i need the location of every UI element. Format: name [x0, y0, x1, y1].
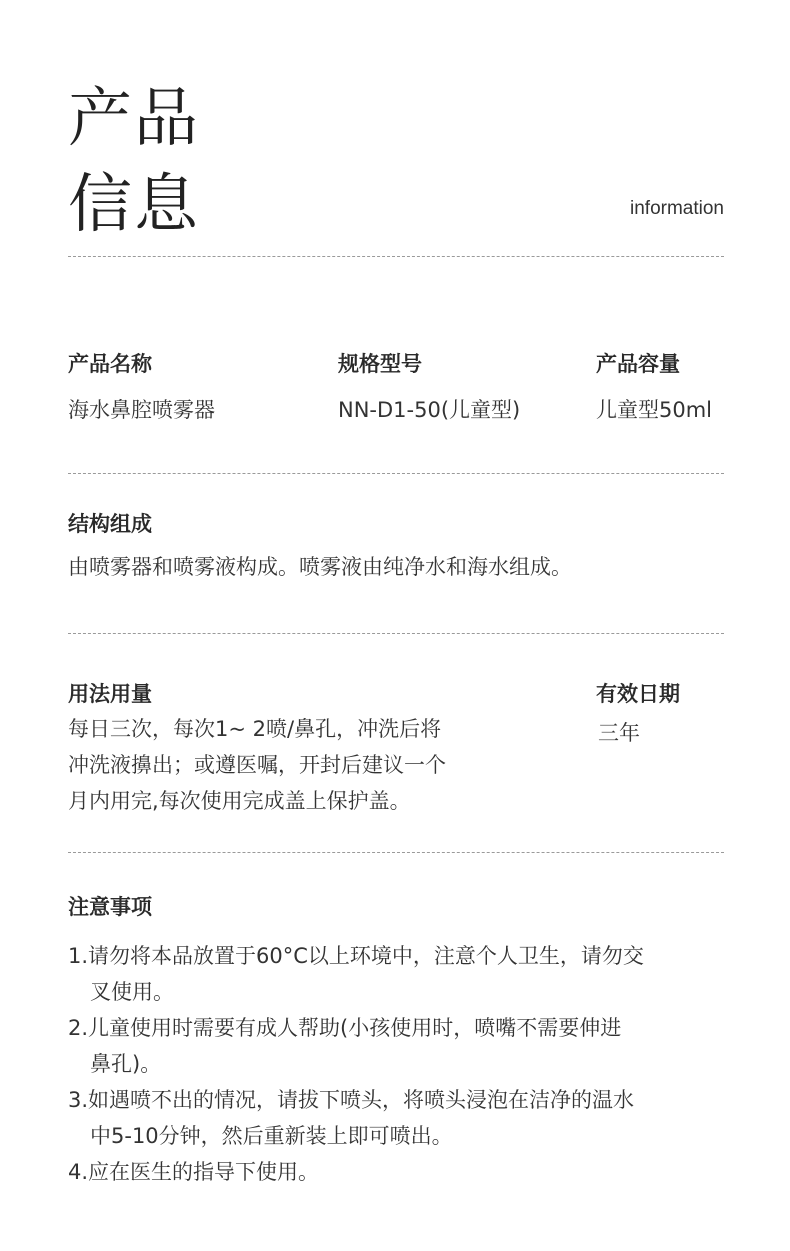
note-line: 3.如遇喷不出的情况，请拔下喷头，将喷头浸泡在洁净的温水	[68, 1088, 635, 1112]
note-line: 2.儿童使用时需要有成人帮助(小孩使用时，喷嘴不需要伸进	[68, 1016, 622, 1040]
page-subtitle: information	[630, 198, 724, 219]
capacity-value: 儿童型50ml	[596, 398, 713, 422]
list-item	[68, 1010, 728, 1082]
structure-label: 结构组成	[68, 512, 152, 536]
usage-label: 用法用量	[68, 682, 152, 706]
usage-text	[68, 711, 446, 819]
capacity-label: 产品容量	[596, 352, 680, 376]
model-value: NN-D1-50(儿童型)	[338, 398, 521, 422]
divider-1	[68, 256, 724, 257]
note-line: 1.请勿将本品放置于60°C以上环境中，注意个人卫生，请勿交	[68, 944, 644, 968]
note-line: 4.应在医生的指导下使用。	[68, 1160, 320, 1184]
note-line-cont: 中5-10分钟，然后重新装上即可喷出。	[90, 1124, 453, 1148]
model-label: 规格型号	[338, 352, 422, 376]
page-title	[68, 76, 200, 248]
title-line-1: 产品	[68, 82, 200, 156]
note-line-cont: 鼻孔)。	[90, 1052, 162, 1076]
product-name-label: 产品名称	[68, 352, 152, 376]
divider-2	[68, 473, 724, 474]
notes-label: 注意事项	[68, 895, 152, 919]
usage-line: 每日三次，每次1~ 2喷/鼻孔，冲洗后将	[68, 717, 442, 741]
divider-3	[68, 633, 724, 634]
structure-text: 由喷雾器和喷雾液构成。喷雾液由纯净水和海水组成。	[68, 555, 572, 579]
usage-line: 冲洗液擤出；或遵医嘱，开封后建议一个	[68, 753, 446, 777]
notes-list	[68, 938, 728, 1190]
title-line-2: 信息	[68, 168, 200, 242]
divider-4	[68, 852, 724, 853]
expiry-value: 三年	[598, 721, 640, 745]
list-item	[68, 1082, 728, 1154]
product-name-value: 海水鼻腔喷雾器	[68, 398, 215, 422]
note-line-cont: 叉使用。	[90, 980, 174, 1004]
usage-line: 月内用完,每次使用完成盖上保护盖。	[68, 789, 411, 813]
list-item	[68, 938, 728, 1010]
list-item	[68, 1154, 728, 1190]
expiry-label: 有效日期	[596, 682, 680, 706]
